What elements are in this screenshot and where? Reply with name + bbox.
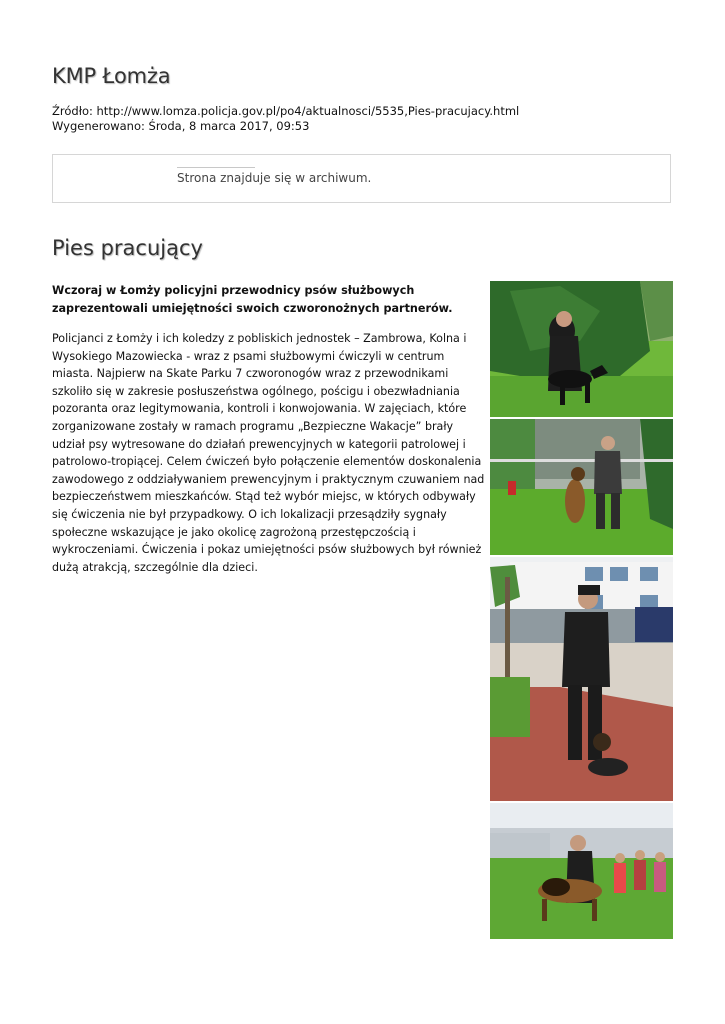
article-lead: Wczoraj w Łomży policyjni przewodnicy psów służbowych zaprezentowali umiejętności swoich czworonożnych partnerów. [52,284,453,315]
generated-line: Wygenerowano: Środa, 8 marca 2017, 09:53 [52,119,310,133]
archive-notice [52,154,671,203]
photo-demonstration-spectators [490,803,673,939]
article-body: Policjanci z Łomży i ich koledzy z pobliskich jednostek – Zambrowa, Kolna i Wysokiego Mazowiecka - wraz z psami służbowymi ćwiczyli w centrum miasta. Najpierw na Skate Parku 7 czworonogów wraz z przewodnikami szkoliło się w zakresie posłuszeństwa ogólnego, pościgu i obezwładniania pozoranta oraz legitymowania, kontroli i konwojowania. W zajęciach, które zorganizowane zostały w ramach programu „Bezpieczne Wakacje” brały udział psy wytresowane do działań prewencyjnych w kategorii patrolowej i patrolowo-tropiącej. Celem ćwiczeń było połączenie elementów doskonalenia zawodowego z oddziaływaniem prewencyjnym i praktycznym czuwaniem nad bezpieczeństwem mieszkańców. Stąd też wybór miejsc, w których odbywały się ćwiczenia nie był przypadkowy. O ich lokalizacji przesądziły sygnały społeczne wskazujące je jako okolicę zagrożoną przestępczością i wykroczeniami. Ćwiczenia i pokaz umiejętności psów służbowych był również dużą atrakcją, szczególnie dla dzieci. [52,332,485,574]
site-title: KMP Łomża [52,64,171,88]
article-title: Pies pracujący [52,236,203,260]
archive-notice-text: Strona znajduje się w archiwum. [177,171,372,185]
photo-officer-black-dog [490,281,673,417]
notice-divider [177,167,255,168]
photo-officer-with-shepherd [490,557,673,801]
document-meta [52,104,519,134]
source-line: Źródło: http://www.lomza.policja.gov.pl/po4/aktualnosci/5535,Pies-pracujacy.html [52,104,520,118]
photo-dog-bite-training [490,419,673,555]
